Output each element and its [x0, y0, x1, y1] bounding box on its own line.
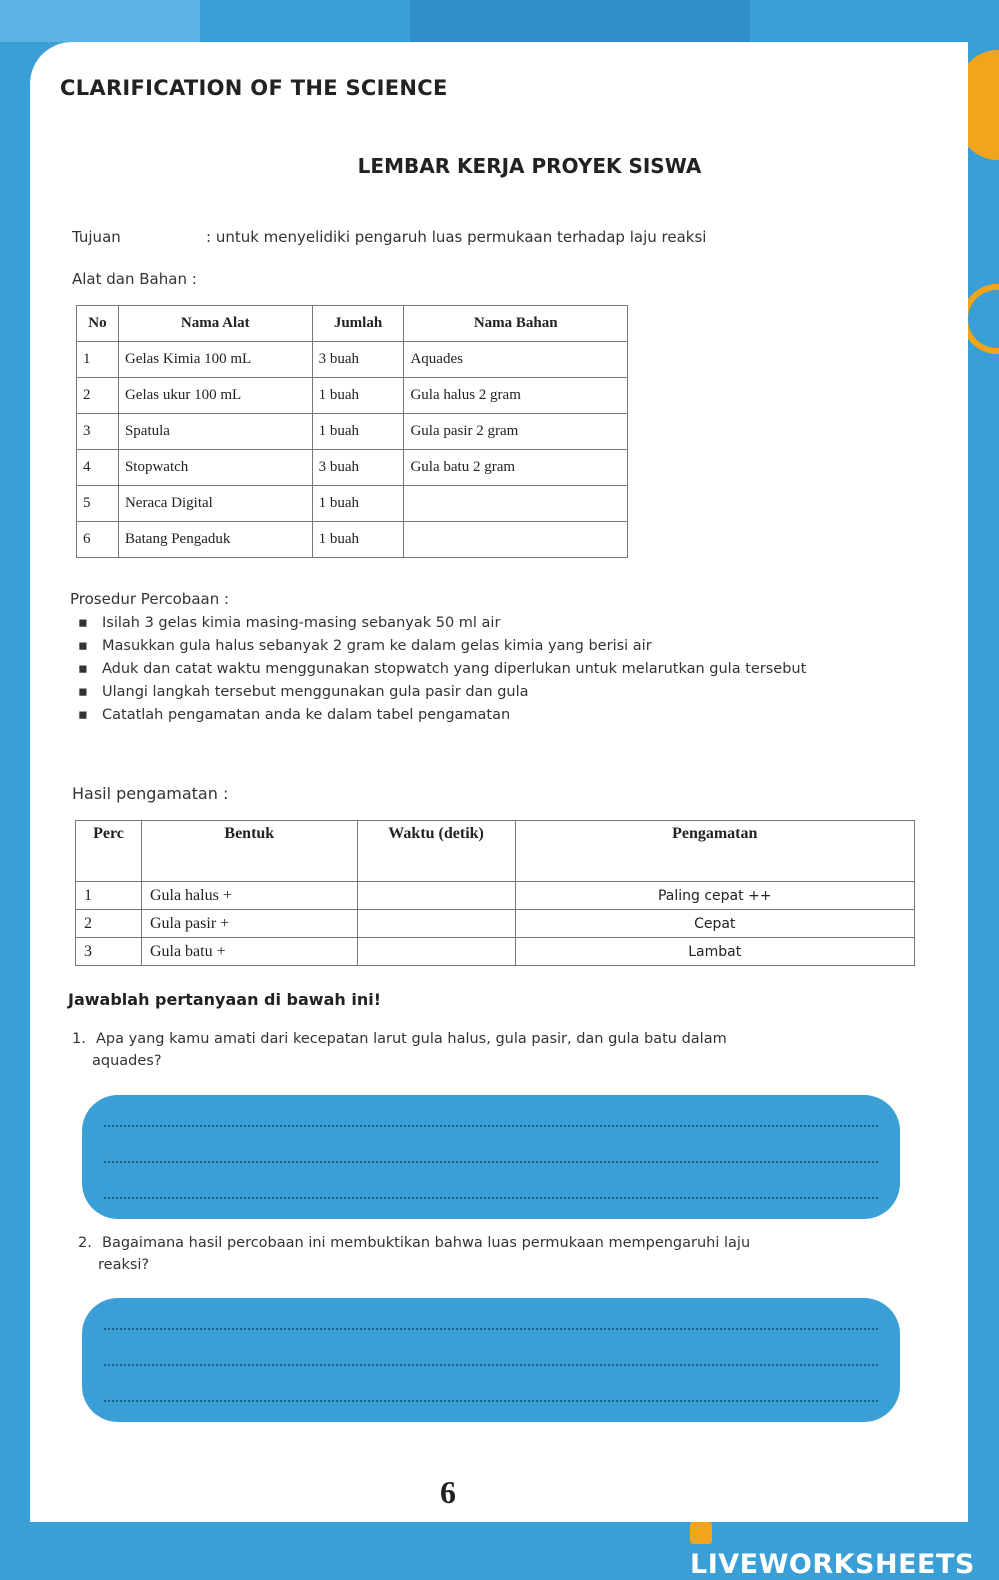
col-header: Bentuk: [141, 821, 357, 882]
table-cell: Gula pasir 2 gram: [404, 414, 628, 450]
brand-logo: [690, 1518, 999, 1580]
col-header: Nama Bahan: [404, 306, 628, 342]
col-header: Jumlah: [312, 306, 404, 342]
table-cell: 3 buah: [312, 450, 404, 486]
table-row: [77, 414, 628, 450]
answer-line: [104, 1400, 878, 1402]
observation-cell: Cepat: [515, 910, 915, 938]
observation-table: [75, 820, 915, 966]
table-cell: 4: [77, 450, 119, 486]
table-row: [76, 882, 915, 910]
table-cell: 1 buah: [312, 414, 404, 450]
answer-line: [104, 1125, 878, 1127]
table-cell: 3 buah: [312, 342, 404, 378]
answer-line: [104, 1161, 878, 1163]
table-cell: Gelas Kimia 100 mL: [118, 342, 312, 378]
table-cell: 5: [77, 486, 119, 522]
objective-text: : untuk menyelidiki pengaruh luas permukaan terhadap laju reaksi: [206, 228, 707, 246]
question-text-cont: reaksi?: [98, 1257, 150, 1273]
table-row: [76, 910, 915, 938]
question-2: [78, 1232, 868, 1276]
answer-line: [104, 1197, 878, 1199]
objective-line: [72, 228, 706, 246]
question-text-cont: aquades?: [92, 1053, 162, 1069]
time-input-cell[interactable]: [357, 882, 515, 910]
brand-text: LIVEWORKSHEETS: [690, 1549, 975, 1580]
table-cell: 3: [77, 414, 119, 450]
time-input-cell[interactable]: [357, 910, 515, 938]
table-row: [77, 342, 628, 378]
results-label: Hasil pengamatan :: [72, 784, 229, 803]
table-cell: [404, 486, 628, 522]
table-cell: 6: [77, 522, 119, 558]
table-cell: Gula pasir +: [141, 910, 357, 938]
procedure-label: Prosedur Percobaan :: [70, 590, 230, 608]
table-row: [77, 378, 628, 414]
table-cell: Stopwatch: [118, 450, 312, 486]
table-cell: Gelas ukur 100 mL: [118, 378, 312, 414]
table-cell: 1 buah: [312, 486, 404, 522]
liveworksheets-icon: [690, 1522, 712, 1544]
table-cell: Gula halus +: [141, 882, 357, 910]
answer-line: [104, 1364, 878, 1366]
table-cell: 1: [77, 342, 119, 378]
table-cell: 3: [76, 938, 142, 966]
observation-cell: Lambat: [515, 938, 915, 966]
answer-box-2[interactable]: [82, 1298, 900, 1422]
question-number: 1.: [72, 1031, 86, 1047]
table-row: [77, 450, 628, 486]
table-row: [77, 486, 628, 522]
table-cell: Batang Pengaduk: [118, 522, 312, 558]
table-header-row: [76, 821, 915, 882]
question-1: [72, 1028, 878, 1072]
questions-heading: Jawablah pertanyaan di bawah ini!: [68, 990, 381, 1009]
objective-label: Tujuan: [72, 228, 121, 246]
section-header: CLARIFICATION OF THE SCIENCE: [60, 76, 448, 100]
answer-line: [104, 1328, 878, 1330]
answer-box-1[interactable]: [82, 1095, 900, 1219]
col-header: No: [77, 306, 119, 342]
page-number: 6: [440, 1474, 456, 1510]
table-cell: 2: [77, 378, 119, 414]
bg-light-square: [0, 0, 200, 42]
col-header: Nama Alat: [118, 306, 312, 342]
list-item: ▪ Masukkan gula halus sebanyak 2 gram ke dalam gelas kimia yang berisi air: [78, 635, 926, 658]
observation-cell: Paling cepat ++: [515, 882, 915, 910]
table-cell: 1 buah: [312, 522, 404, 558]
table-cell: [404, 522, 628, 558]
col-header: Pengamatan: [515, 821, 915, 882]
table-cell: 1: [76, 882, 142, 910]
table-cell: Gula halus 2 gram: [404, 378, 628, 414]
time-input-cell[interactable]: [357, 938, 515, 966]
table-cell: Aquades: [404, 342, 628, 378]
table-cell: Gula batu +: [141, 938, 357, 966]
col-header: Waktu (detik): [357, 821, 515, 882]
table-cell: Gula batu 2 gram: [404, 450, 628, 486]
list-item: ▪ Isilah 3 gelas kimia masing-masing sebanyak 50 ml air: [78, 612, 926, 635]
table-header-row: [77, 306, 628, 342]
worksheet-title: LEMBAR KERJA PROYEK SISWA: [357, 154, 702, 178]
procedure-list: [78, 612, 926, 727]
table-row: [77, 522, 628, 558]
table-row: [76, 938, 915, 966]
tools-table: [76, 305, 628, 558]
col-header: Perc: [76, 821, 142, 882]
table-cell: 2: [76, 910, 142, 938]
table-cell: Neraca Digital: [118, 486, 312, 522]
table-cell: 1 buah: [312, 378, 404, 414]
list-item: ▪ Ulangi langkah tersebut menggunakan gula pasir dan gula: [78, 681, 926, 704]
list-item: ▪ Catatlah pengamatan anda ke dalam tabel pengamatan: [78, 704, 926, 727]
question-text: Apa yang kamu amati dari kecepatan larut gula halus, gula pasir, dan gula batu dalam: [96, 1031, 727, 1047]
question-text: Bagaimana hasil percobaan ini membuktikan bahwa luas permukaan mempengaruhi laju: [102, 1235, 751, 1251]
tools-label: Alat dan Bahan :: [72, 270, 197, 288]
question-number: 2.: [78, 1235, 92, 1251]
table-cell: Spatula: [118, 414, 312, 450]
list-item: ▪ Aduk dan catat waktu menggunakan stopwatch yang diperlukan untuk melarutkan gula tersebut: [78, 658, 926, 681]
bg-dark-band: [410, 0, 750, 42]
